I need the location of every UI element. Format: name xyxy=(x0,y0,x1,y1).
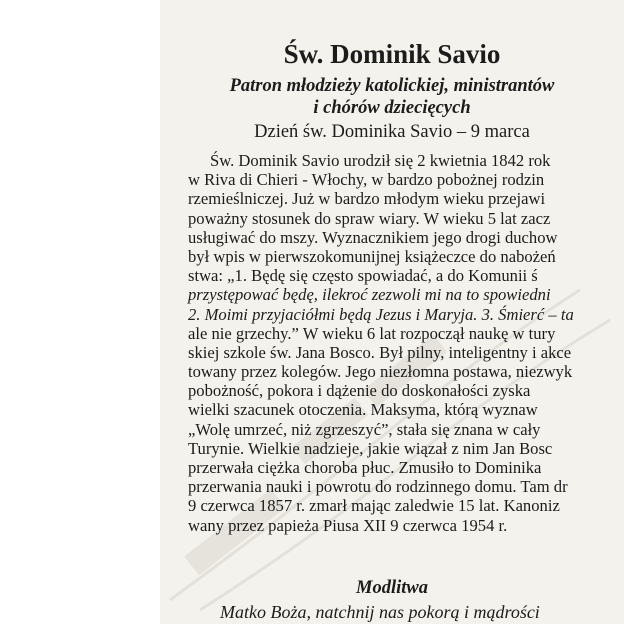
biography-text xyxy=(188,151,624,535)
biography-line: w Riva di Chieri - Włochy, w bardzo pobożnej rodzin xyxy=(188,170,545,190)
biography-line: był wpis w pierwszokomunijnej książeczce do nabożeń xyxy=(188,246,556,266)
prayer-text-line: Matko Boża, natchnij nas pokorą i mądrości xyxy=(220,602,540,622)
biography-line: stwa: „1. Będę się często spowiadać, a do Komunii ś xyxy=(188,266,538,286)
prayer-card xyxy=(160,0,624,624)
patronage-subtitle-line-1: Patron młodzieży katolickiej, ministrantów xyxy=(229,76,555,96)
biography-line: przerwania nauki i powrotu do rodzinnego domu. Tam dr xyxy=(188,477,568,497)
prayer-heading: Modlitwa xyxy=(356,578,428,598)
biography-line: „Wolę umrzeć, niż zgrzeszyć”, stała się znana w cały xyxy=(188,419,541,439)
biography-line: wany przez papieża Piusa XII 9 czerwca 1954 r. xyxy=(188,515,508,535)
biography-line: usługiwać do mszy. Wyznacznikiem jego drogi duchow xyxy=(188,227,558,247)
biography-line: poważny stosunek do spraw wiary. W wieku 5 lat zacz xyxy=(188,208,551,228)
biography-line: Turynie. Wielkie nadzieje, jakie wiązał z nim Jan Bosc xyxy=(188,438,553,458)
biography-line: skiej szkole św. Jana Bosco. Był pilny, inteligentny i akce xyxy=(188,342,572,362)
biography-line: wielki szacunek otoczenia. Maksyma, którą wyznaw xyxy=(188,400,538,420)
patronage-subtitle-line-2: i chórów dziecięcych xyxy=(313,98,471,118)
biography-line: 2. Moimi przyjaciółmi będą Jezus i Maryja. 3. Śmierć – ta xyxy=(188,304,574,324)
biography-line: pobożność, pokora i dążenie do doskonałości zyska xyxy=(188,381,531,401)
feast-day: Dzień św. Dominika Savio – 9 marca xyxy=(254,122,530,142)
biography-line: towany przez kolegów. Jego niezłomna postawa, niezwyk xyxy=(188,362,573,382)
biography-line: Św. Dominik Savio urodził się 2 kwietnia 1842 rok xyxy=(210,151,551,170)
biography-line: 9 czerwca 1857 r. zmarł mając zaledwie 15 lat. Kanoniz xyxy=(188,496,560,516)
saint-title: Św. Dominik Savio xyxy=(283,39,501,69)
biography-line: ale nie grzechy.” W wieku 6 lat rozpoczął naukę w tury xyxy=(188,323,556,343)
biography-line: rzemieślniczej. Już w bardzo młodym wieku przejawi xyxy=(188,189,546,209)
biography-line: przerwała ciężka choroba płuc. Zmusiło to Dominika xyxy=(188,458,542,477)
biography-line: przystępować będę, ilekroć zezwoli mi na to spowiedni xyxy=(188,285,551,305)
